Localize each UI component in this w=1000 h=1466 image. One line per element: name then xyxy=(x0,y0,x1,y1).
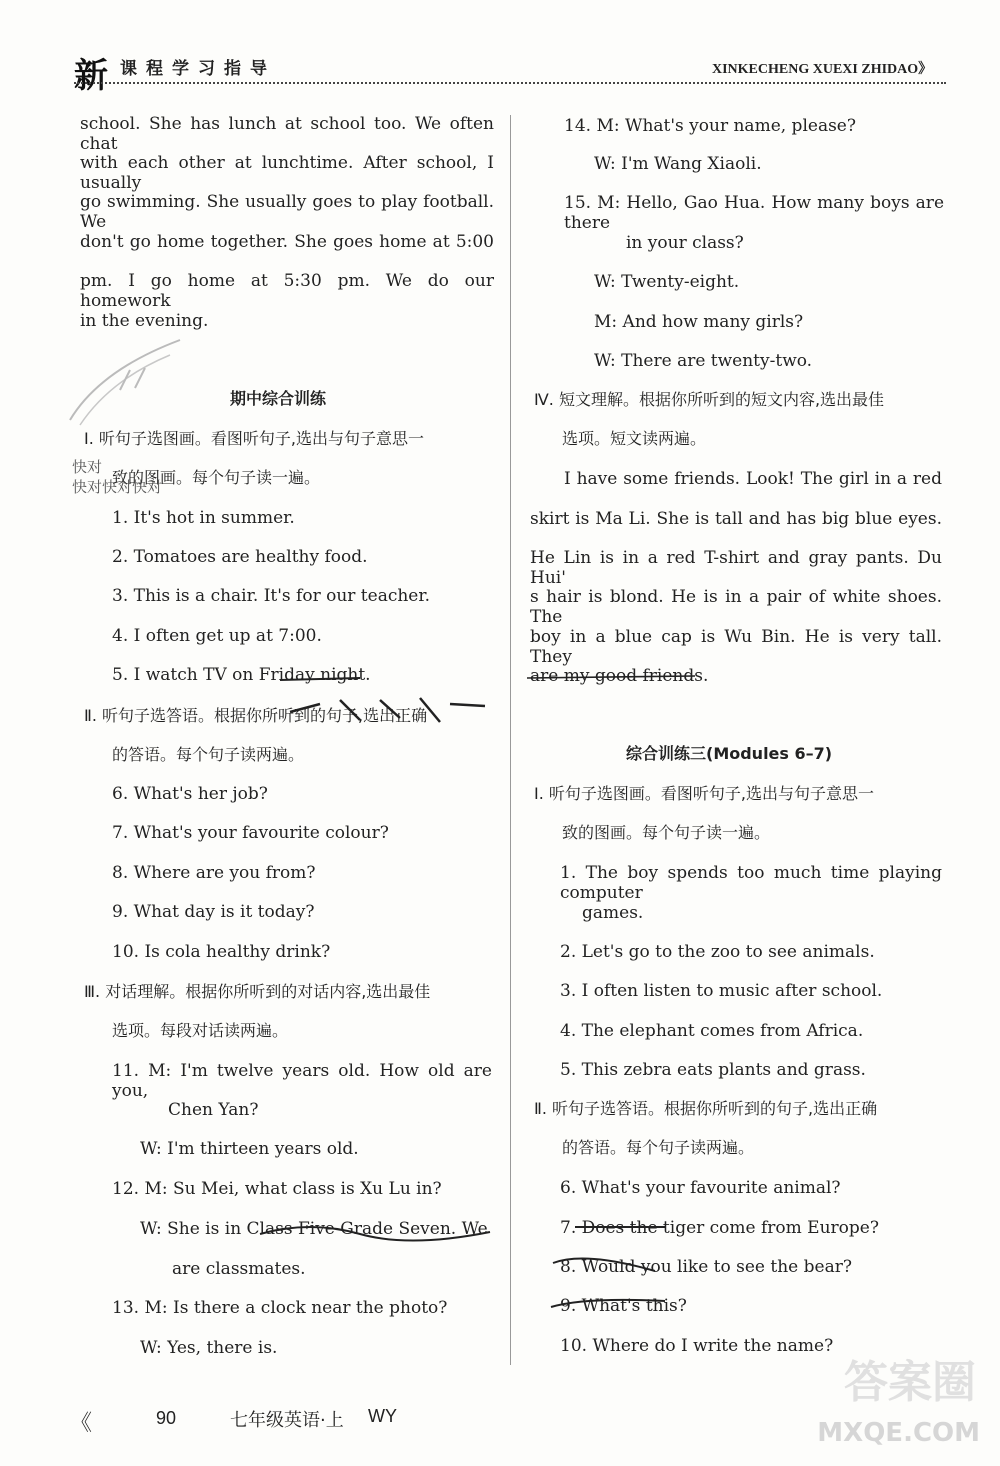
dialogue-line: M: And how many girls? xyxy=(594,312,804,332)
list-item: 7. Does the tiger come from Europe? xyxy=(560,1218,879,1238)
section-title-modules: 综合训练三(Modules 6–7) xyxy=(626,744,833,763)
part1-instruction-cont: 致的图画。每个句子读一遍。 xyxy=(562,823,771,842)
passage-line: are my good friends. xyxy=(530,666,709,686)
passage-line: skirt is Ma Li. She is tall and has big blue eyes. xyxy=(530,509,942,529)
watermark-en: MXQE.COM xyxy=(817,1418,980,1448)
dialogue-line: W: Yes, there is. xyxy=(140,1338,278,1358)
list-item: 9. What's this? xyxy=(560,1296,687,1316)
dialogue-line: 14. M: What's your name, please? xyxy=(564,116,856,136)
dialogue-line: W: I'm Wang Xiaoli. xyxy=(594,154,762,174)
list-item: 6. What's her job? xyxy=(112,784,268,804)
passage-line: in the evening. xyxy=(80,311,209,331)
dialogue-line: are classmates. xyxy=(172,1259,306,1279)
section-title-midterm: 期中综合训练 xyxy=(230,389,327,408)
handwritten-strike-icon xyxy=(545,1215,685,1325)
passage-line: school. She has lunch at school too. We often chat xyxy=(80,114,494,154)
handwritten-strike-icon xyxy=(250,660,500,740)
list-item: 10. Is cola healthy drink? xyxy=(112,942,331,962)
footer-arrows-icon: 《 xyxy=(70,1410,93,1435)
list-item: 4. The elephant comes from Africa. xyxy=(560,1021,864,1041)
dialogue-line: W: There are twenty-two. xyxy=(594,351,813,371)
passage-line: with each other at lunchtime. After school, I usually xyxy=(80,153,494,193)
passage-line: boy in a blue cap is Wu Bin. He is very tall. They xyxy=(530,627,942,667)
part2-instruction-cont: 的答语。每个句子读两遍。 xyxy=(112,745,305,764)
list-item: 3. This is a chair. It's for our teacher. xyxy=(112,586,431,606)
list-item: 5. I watch TV on Friday night. xyxy=(112,665,371,685)
part2-instruction-cont: 的答语。每个句子读两遍。 xyxy=(562,1138,755,1157)
dialogue-line: 12. M: Su Mei, what class is Xu Lu in? xyxy=(112,1179,442,1199)
dialogue-line: Chen Yan? xyxy=(168,1100,259,1120)
list-item: 8. Would you like to see the bear? xyxy=(560,1257,852,1277)
passage-line: pm. I go home at 5:30 pm. We do our homework xyxy=(80,271,494,311)
column-divider xyxy=(510,115,511,1365)
pencil-scribble-icon xyxy=(60,330,190,440)
passage-line: He Lin is in a red T-shirt and gray pants. Du Hui' xyxy=(530,548,942,588)
edition: WY xyxy=(368,1406,397,1426)
part3-instruction: Ⅲ. 对话理解。根据你所听到的对话内容,选出最佳 xyxy=(84,982,431,1001)
list-item: 6. What's your favourite animal? xyxy=(560,1178,841,1198)
list-item: 2. Tomatoes are healthy food. xyxy=(112,547,368,567)
list-item: 1. The boy spends too much time playing computer xyxy=(560,863,942,903)
passage-line: don't go home together. She goes home at 5:00 xyxy=(80,232,494,252)
dialogue-line: W: She is in Class Five Grade Seven. We xyxy=(140,1219,488,1239)
handwriting-mark: 快对快对快对 xyxy=(72,478,163,496)
list-item: 2. Let's go to the zoo to see animals. xyxy=(560,942,875,962)
list-item: 1. It's hot in summer. xyxy=(112,508,295,528)
part2-instruction: Ⅱ. 听句子选答语。根据你所听到的句子,选出正确 xyxy=(534,1099,878,1118)
book-title: 七年级英语·上 xyxy=(230,1410,344,1431)
part1-instruction: Ⅰ. 听句子选图画。看图听句子,选出与句子意思一 xyxy=(84,429,424,448)
handwritten-strike-icon xyxy=(525,664,705,694)
handwriting-mark: 快对 xyxy=(72,458,103,476)
watermark-cn: 答案圈 xyxy=(844,1357,976,1408)
dialogue-line: 15. M: Hello, Gao Hua. How many boys are there xyxy=(564,193,944,233)
list-item: games. xyxy=(582,903,644,923)
dialogue-line: W: Twenty-eight. xyxy=(594,272,740,292)
list-item: 5. This zebra eats plants and grass. xyxy=(560,1060,866,1080)
part1-instruction-cont: 致的图画。每个句子读一遍。 xyxy=(112,468,321,487)
dialogue-line: 13. M: Is there a clock near the photo? xyxy=(112,1298,448,1318)
passage-line: I have some friends. Look! The girl in a red xyxy=(564,469,942,489)
part1-instruction: Ⅰ. 听句子选图画。看图听句子,选出与句子意思一 xyxy=(534,784,874,803)
part4-instruction: Ⅳ. 短文理解。根据你所听到的短文内容,选出最佳 xyxy=(534,390,885,409)
passage-line: s hair is blond. He is in a pair of white shoes. The xyxy=(530,587,942,627)
handwritten-strike-icon xyxy=(250,1210,500,1250)
list-item: 4. I often get up at 7:00. xyxy=(112,626,322,646)
dialogue-line: W: I'm thirteen years old. xyxy=(140,1139,359,1159)
page-number: 90 xyxy=(156,1408,177,1428)
part3-instruction-cont: 选项。每段对话读两遍。 xyxy=(112,1021,289,1040)
dialogue-line: 11. M: I'm twelve years old. How old are you, xyxy=(112,1061,492,1101)
list-item: 10. Where do I write the name? xyxy=(560,1336,834,1356)
dialogue-line: in your class? xyxy=(626,233,744,253)
list-item: 8. Where are you from? xyxy=(112,863,316,883)
header-rule xyxy=(74,82,946,84)
list-item: 7. What's your favourite colour? xyxy=(112,823,389,843)
list-item: 9. What day is it today? xyxy=(112,902,315,922)
passage-line: go swimming. She usually goes to play football. We xyxy=(80,192,494,232)
header-logo: 新 xyxy=(74,56,108,96)
part2-instruction: Ⅱ. 听句子选答语。根据你所听到的句子,选出正确 xyxy=(84,706,428,725)
header-title: 课程学习指导 xyxy=(120,59,276,79)
part4-instruction-cont: 选项。短文读两遍。 xyxy=(562,429,707,448)
header-right-title: XINKECHENG XUEXI ZHIDAO》 xyxy=(712,62,933,77)
list-item: 3. I often listen to music after school. xyxy=(560,981,883,1001)
